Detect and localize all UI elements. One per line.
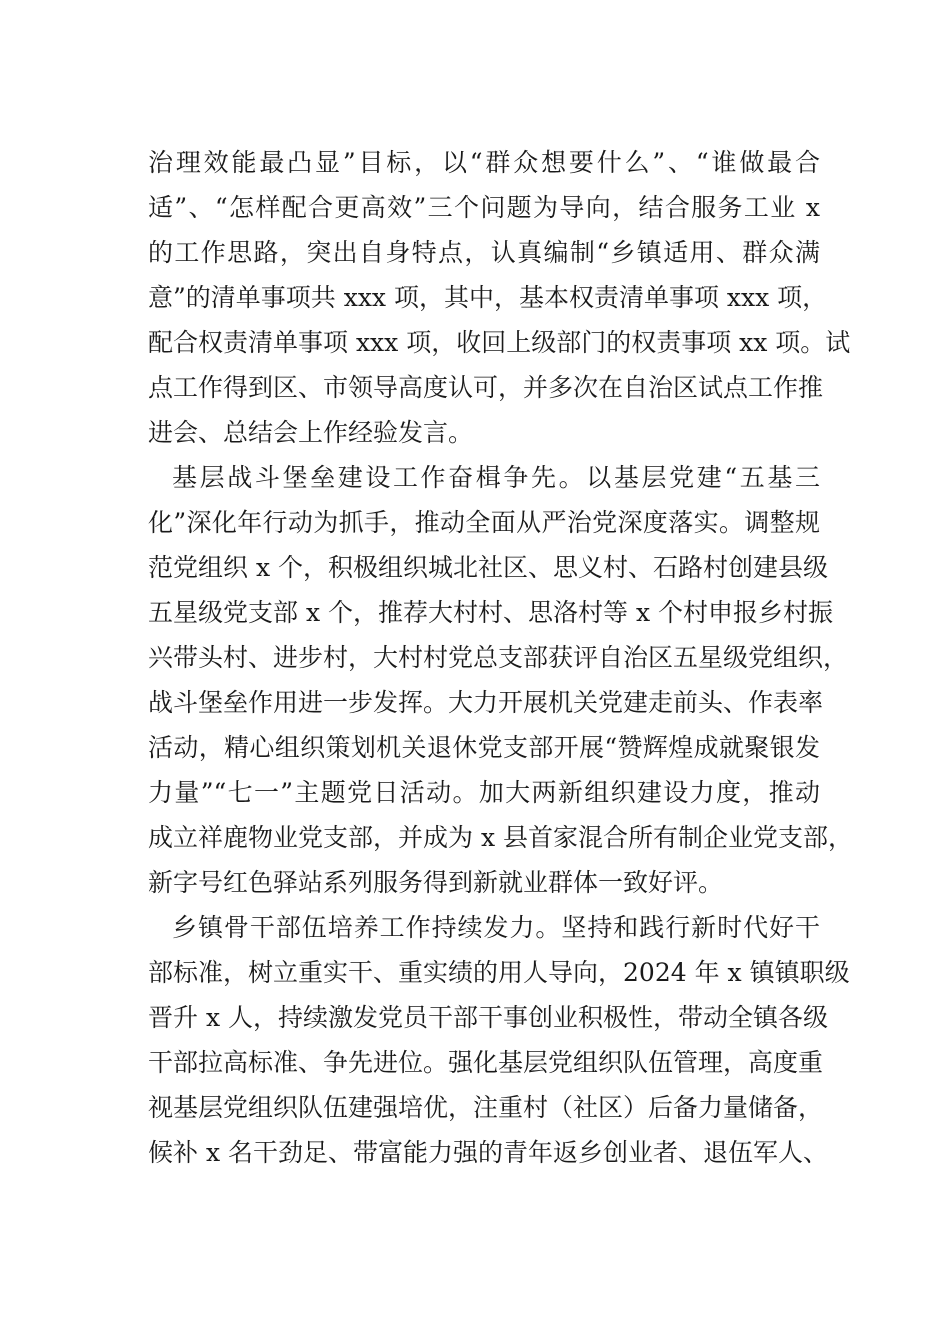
text-line: 晋升 x 人，持续激发党员干部干事创业积极性，带动全镇各级 [148, 1003, 828, 1032]
text-line: 适”、“怎样配合更高效”三个问题为导向，结合服务工业 x [148, 193, 820, 222]
text-line: 治理效能最凸显”目标，以“群众想要什么”、“谁做最合 [148, 148, 820, 177]
paragraph-first-line: 乡镇骨干部伍培养工作持续发力。坚持和践行新时代好干 [172, 913, 820, 942]
text-line: 五星级党支部 x 个，推荐大村村、思洛村等 x 个村申报乡村振 [148, 598, 833, 627]
text-line: 兴带头村、进步村，大村村党总支部获评自治区五星级党组织， [148, 643, 849, 672]
text-line: 点工作得到区、市领导高度认可，并多次在自治区试点工作推 [148, 373, 824, 402]
text-line: 成立祥鹿物业党支部，并成为 x 县首家混合所有制企业党支部， [148, 823, 853, 852]
text-line: 战斗堡垒作用进一步发挥。大力开展机关党建走前头、作表率 [148, 688, 824, 717]
text-line: 视基层党组织队伍建强培优，注重村（社区）后备力量储备， [148, 1093, 824, 1122]
text-line: 意”的清单事项共 xxx 项，其中，基本权责清单事项 xxx 项， [148, 283, 828, 312]
text-line: 的工作思路，突出自身特点，认真编制“乡镇适用、群众满 [148, 238, 820, 267]
text-line: 候补 x 名干劲足、带富能力强的青年返乡创业者、退伍军人、 [148, 1138, 828, 1167]
paragraph-first-line: 基层战斗堡垒建设工作奋楫争先。以基层党建“五基三 [172, 463, 820, 492]
text-line: 部标准，树立重实干、重实绩的用人导向，2024 年 x 镇镇职级 [148, 958, 850, 987]
text-line: 新字号红色驿站系列服务得到新就业群体一致好评。 [148, 868, 724, 897]
text-line: 活动，精心组织策划机关退休党支部开展“赞辉煌成就聚银发 [148, 733, 820, 762]
body-text [148, 140, 853, 1175]
text-line: 范党组织 x 个，积极组织城北社区、思义村、石路村创建县级 [148, 553, 828, 582]
text-line: 进会、总结会上作经验发言。 [148, 418, 474, 447]
text-line: 力量”“七一”主题党日活动。加大两新组织建设力度，推动 [148, 778, 820, 807]
text-line: 干部拉高标准、争先进位。强化基层党组织队伍管理，高度重 [148, 1048, 824, 1077]
text-line: 化”深化年行动为抓手，推动全面从严治党深度落实。调整规 [148, 508, 820, 537]
text-line: 配合权责清单事项 xxx 项，收回上级部门的权责事项 xx 项。试 [148, 328, 851, 357]
